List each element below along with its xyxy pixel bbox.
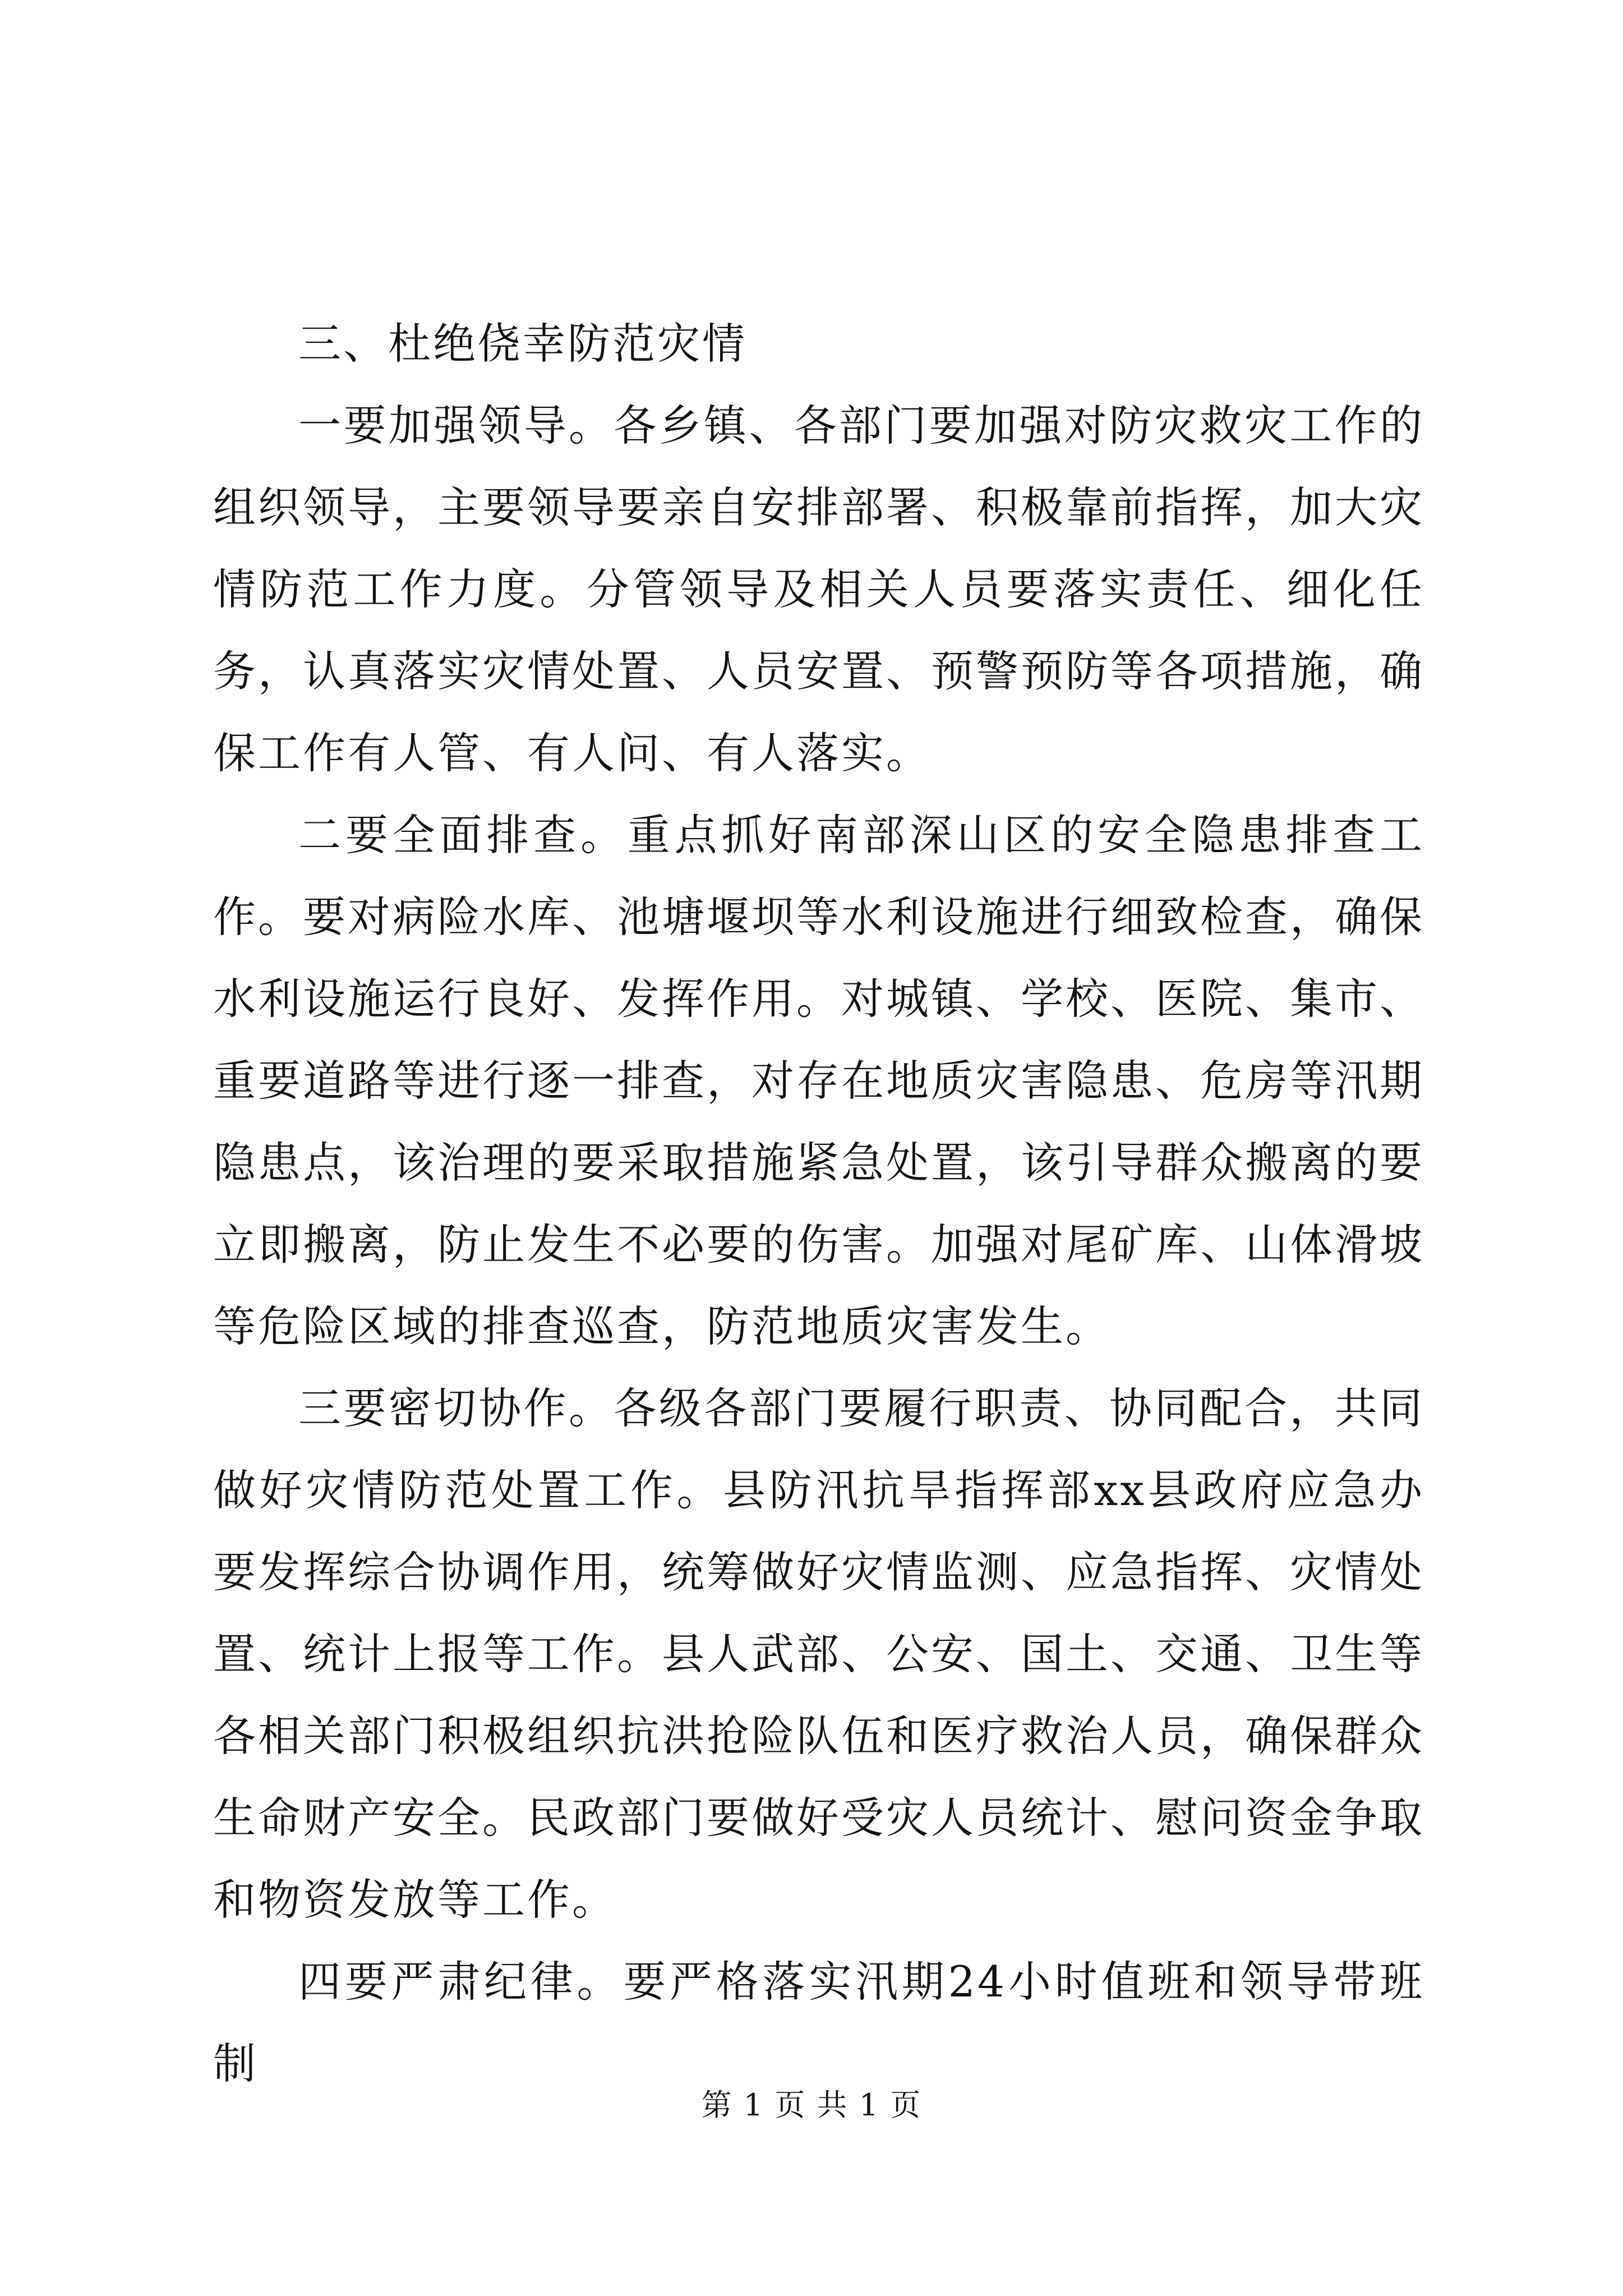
paragraph-2: 二要全面排查。重点抓好南部深山区的安全隐患排查工作。要对病险水库、池塘堰坝等水利设施进行细致检查，确保水利设施运行良好、发挥作用。对城镇、学校、医院、集市、重要道路等进行逐一排查，对存在地质灾害隐患、危房等汛期隐患点，该治理的要采取措施紧急处置，该引导群众搬离的要立即搬离，防止发生不必要的伤害。加强对尾矿库、山体滑坡等危险区域的排查巡查，防范地质灾害发生。 [213,810,1424,1351]
page-footer: 第 1 页 共 1 页 [701,2087,922,2123]
paragraph-3: 三要密切协作。各级各部门要履行职责、协同配合，共同做好灾情防范处置工作。县防汛抗旱指挥部xx县政府应急办要发挥综合协调作用，统筹做好灾情监测、应急指挥、灾情处置、统计上报等工作。县人武部、公安、国土、交通、卫生等各相关部门积极组织抗洪抢险队伍和医疗救治人员，确保群众生命财产安全。民政部门要做好受灾人员统计、慰问资金争取和物资发放等工作。 [213,1383,1424,1925]
paragraph-1: 一要加强领导。各乡镇、各部门要加强对防灾救灾工作的组织领导，主要领导要亲自安排部署、积极靠前指挥，加大灾情防范工作力度。分管领导及相关人员要落实责任、细化任务，认真落实灾情处置、人员安置、预警预防等各项措施，确保工作有人管、有人问、有人落实。 [213,401,1424,778]
section-heading: 三、杜绝侥幸防范灾情 [298,319,747,369]
paragraph-4: 四要严肃纪律。要严格落实汛期24小时值班和领导带班制 [213,1957,1424,2088]
document-body [213,303,1424,2105]
